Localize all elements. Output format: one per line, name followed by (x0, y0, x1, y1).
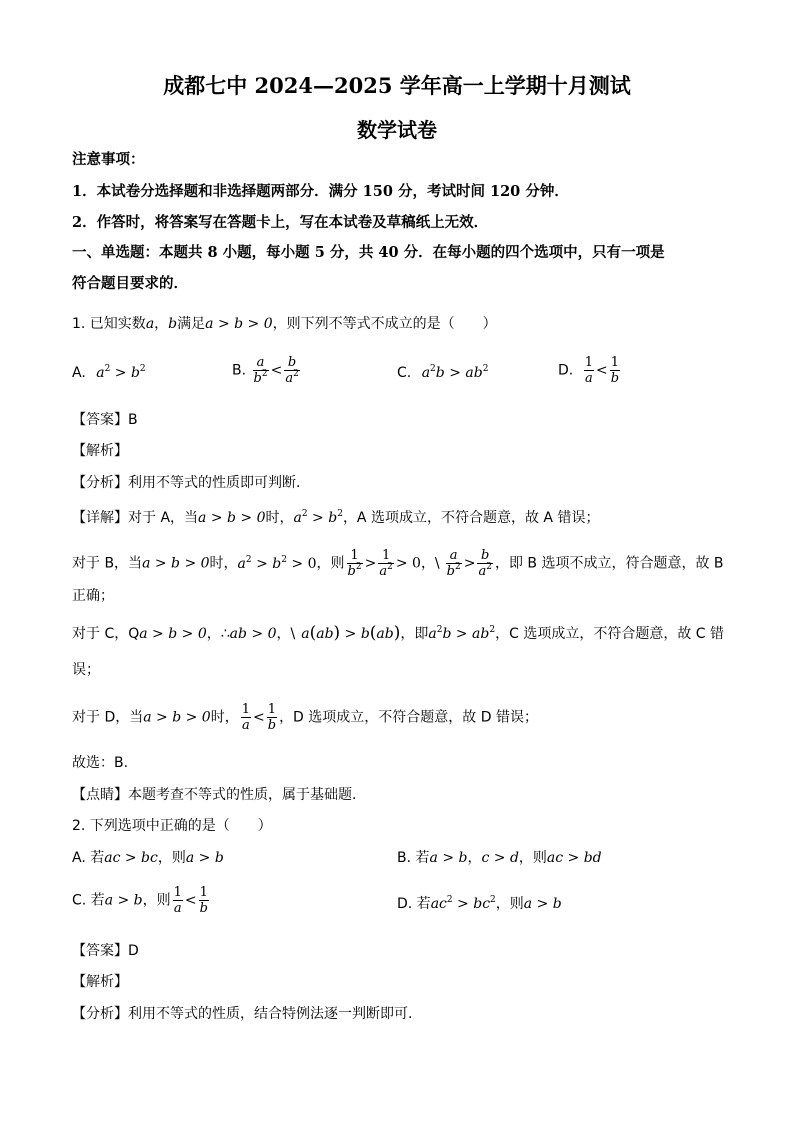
q2-opt-b-res: ac > bd (546, 850, 602, 866)
q1-detail-b-frac-4: $\frac{b}{a^2}$ (478, 548, 492, 579)
q1-detail-b-cont: 正确； (72, 588, 114, 604)
q2-option-a (72, 847, 224, 867)
q1-detail-b-frac-3: $\frac{a}{b^2}$ (446, 548, 461, 579)
q1-detail-d: 对于 D，当a > b > 0时， $\frac{1}{a}$ < $\frac{1}{b}$ ，D 选项成立，不符合题意，故 D 错误； (72, 702, 538, 733)
q1-detail-d-suffix: ，D 选项成立，不符合题意，故 D 错误； (279, 709, 538, 726)
q1-option-b-label: B. (232, 362, 247, 379)
q1-detail-c-expr2: $a^2b > ab^2$ (428, 625, 496, 642)
q1-detail-c-cond: a > b > 0 (139, 626, 207, 642)
q1-detail-a-expr: $a^2 > b^2$ (293, 509, 343, 526)
q1-option-b-frac-1: $\frac{a}{b^2}$ (253, 355, 268, 386)
q1-detail-c-expr1: a(ab) > b(ab) (301, 623, 401, 643)
q2-opt-b-sep: ， (467, 850, 482, 866)
q1-detail-c: 对于 C，Qa > b > 0，∴ab > 0，\ a(ab) > b(ab)，即$a^2b > ab^2$，C 选项成立，不符合题意，故 C 错 (72, 623, 725, 643)
question-2-stem: 2. 下列选项中正确的是（ ） (72, 818, 272, 834)
q2-opt-b-cond1: a > b (429, 850, 468, 866)
q1-detail-b-frac-1: $\frac{1}{b^2}$ (347, 548, 362, 579)
notes-item-1: 1．本试卷分选择题和非选择题两部分．满分 150 分，考试时间 120 分钟． (72, 183, 569, 200)
q1-condition: a > b > 0 (205, 316, 273, 332)
q1-option-c-label: C. (397, 365, 412, 381)
q2-opt-a-cond: ac > bc (104, 850, 158, 866)
notes-heading: 注意事项： (72, 151, 145, 168)
q1-detail-d-mid: 时， (210, 709, 239, 726)
q1-detail-b-frac-2: $\frac{1}{a^2}$ (379, 548, 393, 579)
q1-comma: ， (154, 316, 169, 332)
q1-detail-b-cond: a > b > 0 (142, 555, 210, 572)
q1-detail-b-mid: 时， (209, 555, 238, 572)
section-1-line-1: 一、单选题：本题共 8 小题，每小题 5 分，共 40 分．在每小题的四个选项中，只有一项是 (72, 244, 665, 261)
q1-option-a-label: A. (72, 365, 86, 381)
q1-option-d-label: D. (558, 362, 574, 379)
q1-detail-c-suffix: ，C 选项成立，不符合题意，故 C 错 (495, 626, 725, 642)
q1-option-b: B. $\frac{a}{b^2}$ < $\frac{b}{a^2}$ (232, 355, 299, 386)
q1-detail-c-mid: ，∴ (206, 626, 230, 642)
q1-detail-b-expr1: $a^2 > b^2 > 0$ (237, 554, 317, 572)
q1-cond-label: 满足 (177, 316, 206, 332)
question-1-stem (72, 314, 730, 334)
q2-option-b (397, 847, 602, 867)
q1-detail-a-mid: 时， (265, 510, 294, 526)
q2-opt-a-prefix: A. 若 (72, 850, 105, 866)
q1-analysis-heading: 【解析】 (72, 443, 128, 459)
q1-option-c-expr: $a^2b > ab^2$ (421, 364, 489, 381)
q1-detail-a-cond: a > b > 0 (198, 510, 266, 526)
q1-detail-d-cond: a > b > 0 (143, 709, 211, 726)
q1-fenxi: 【分析】利用不等式的性质即可判断. (72, 475, 301, 491)
q1-detail-a (72, 508, 730, 528)
q1-detail-b-suffix: ，即 B 选项不成立，符合题意，故 B (494, 555, 724, 572)
q2-option-d (397, 893, 562, 913)
q1-detail-c-cont: 误； (72, 662, 100, 678)
q2-opt-d-prefix: D. 若 (397, 896, 431, 912)
q1-option-b-frac-2: $\frac{b}{a^2}$ (285, 355, 299, 386)
q2-opt-a-then: ，则 (157, 850, 186, 866)
q1-option-a-expr: $a^2 > b^2$ (96, 364, 146, 381)
q1-comment: 【点睛】本题考查不等式的性质，属于基础题. (72, 787, 357, 803)
q1-detail-b-therefore: ，\ (420, 555, 440, 572)
q2-analysis-heading: 【解析】 (72, 974, 128, 990)
q1-detail-c-prefix: 对于 C，Q (72, 626, 140, 642)
q1-option-c (397, 365, 488, 381)
q2-opt-c-cond: a > b (104, 892, 143, 909)
q1-option-a (72, 365, 146, 381)
q1-detail-a-suffix: ，A 选项成立，不符合题意，故 A 错误； (342, 510, 600, 526)
q1-var-b: b (168, 316, 178, 332)
q1-detail-c-ab: ab > 0 (229, 626, 277, 642)
q1-choose: 故选：B. (72, 755, 129, 771)
q1-option-d-frac-2: $\frac{1}{b}$ (610, 355, 620, 386)
q1-stem-prefix: 1. 已知实数 (72, 316, 146, 332)
q1-stem-suffix: ，则下列不等式不成立的是（ ） (272, 316, 497, 332)
q1-answer: 【答案】B (72, 412, 138, 428)
q1-detail-d-frac-2: $\frac{1}{b}$ (267, 702, 277, 733)
q1-detail-b-prefix: 对于 B，当 (72, 555, 143, 572)
q2-fenxi: 【分析】利用不等式的性质，结合特例法逐一判断即可. (72, 1006, 413, 1022)
q2-opt-c-frac-1: $\frac{1}{a}$ (173, 885, 182, 916)
q1-detail-a-prefix: 【详解】对于 A，当 (72, 510, 199, 526)
q1-option-d: D. $\frac{1}{a}$ < $\frac{1}{b}$ (558, 355, 620, 386)
q2-option-c: C. 若a > b，则 $\frac{1}{a}$ < $\frac{1}{b}$ (72, 885, 208, 916)
q2-opt-c-frac-2: $\frac{1}{b}$ (199, 885, 208, 916)
q2-opt-d-then: ，则 (495, 896, 524, 912)
notes-item-2: 2．作答时，将答案写在答题卡上，写在本试卷及草稿纸上无效． (72, 214, 489, 231)
q2-opt-c-then: ，则 (142, 892, 171, 909)
q2-opt-b-then: ，则 (518, 850, 547, 866)
q2-opt-d-res: a > b (523, 896, 562, 912)
q1-option-d-frac-1: $\frac{1}{a}$ (584, 355, 593, 386)
q1-detail-b: 对于 B，当a > b > 0时，$a^2 > b^2 > 0$，则 $\frac{1}{b^2}$ > $\frac{1}{a^2}$ > 0，\ $\frac{a}{b^2}$ > $\frac{b}{a^2}$ ，即 B 选项不成立，符合题意，故 B (72, 548, 724, 579)
q2-opt-c-prefix: C. 若 (72, 892, 105, 909)
q1-detail-d-frac-1: $\frac{1}{a}$ (241, 702, 250, 733)
q1-var-a: a (145, 316, 155, 332)
q2-opt-b-prefix: B. 若 (397, 850, 430, 866)
q2-opt-a-res: a > b (185, 850, 224, 866)
q1-detail-b-then: ，则 (316, 555, 345, 572)
q2-opt-b-cond2: c > d (481, 850, 519, 866)
q1-detail-c-therefore: ，\ (276, 626, 296, 642)
exam-subtitle: 数学试卷 (357, 118, 437, 142)
section-1-line-2: 符合题目要求的． (72, 275, 188, 292)
q2-opt-d-cond: $ac^2 > bc^2$ (430, 895, 496, 912)
q2-answer: 【答案】D (72, 943, 139, 959)
exam-title: 成都七中 2024—2025 学年高一上学期十月测试 (163, 73, 631, 98)
q1-detail-d-prefix: 对于 D，当 (72, 709, 144, 726)
